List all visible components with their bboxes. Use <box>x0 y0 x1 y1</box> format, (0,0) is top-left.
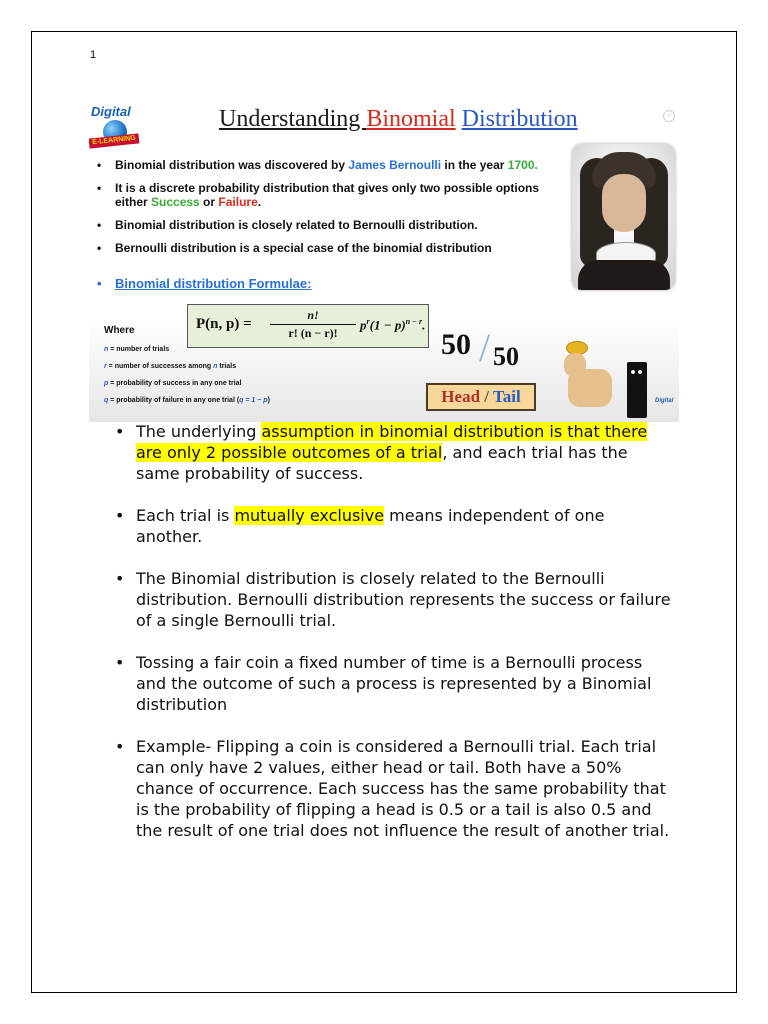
slide-title <box>219 106 578 133</box>
formula-heading-bullet: • <box>97 276 102 291</box>
page-number: 1 <box>90 49 97 61</box>
bernoulli-portrait <box>572 144 675 290</box>
highlight-assumption: assumption in binomial distribution is that there are only 2 possible outcomes of a trial <box>136 422 648 462</box>
where-label: Where <box>104 325 135 336</box>
info-icon: i <box>663 110 675 122</box>
note-bernoulli-relation: • The Binomial distribution is closely related to the Bernoulli distribution. Bernoulli distribution represents the success or failure of a single Bernoulli trial. <box>112 568 672 631</box>
title-prefix: Understanding <box>219 106 367 132</box>
formula-numerator: n! <box>270 308 356 325</box>
tail-text: Tail <box>492 387 521 406</box>
slide-bullet: • Bernoulli distribution is a special case of the binomial distribution <box>89 241 569 255</box>
head-tail-label: Head / Tail <box>426 383 536 411</box>
highlight-mutually-exclusive: mutually exclusive <box>234 506 385 525</box>
slide-bullet-list <box>89 158 569 264</box>
formula-rhs: $p^r(1 - p)^{n - r}$. <box>360 317 426 333</box>
fifty-left: 50 <box>441 328 471 361</box>
device-icon <box>627 362 647 418</box>
digital-elearning-logo <box>89 104 149 154</box>
definition-q: q = probability of failure in any one trial (q = 1 − p) <box>104 397 270 404</box>
fifty-right: 50 <box>493 342 519 371</box>
note-assumption: • The underlying assumption in binomial distribution is that there are only 2 possible outcomes of a trial, and each trial has the same probability of success. <box>112 421 672 484</box>
definition-r: r = number of successes among n trials <box>104 363 237 370</box>
variable-definitions <box>104 346 270 414</box>
slide-bullet: • It is a discrete probability distribution that gives only two possible options either Success or Failure. <box>89 181 569 209</box>
formula-heading: Binomial distribution Formulae: <box>115 276 312 291</box>
note-mutually-exclusive: • Each trial is mutually exclusive means independent of one another. <box>112 505 672 547</box>
slide-image <box>89 96 679 422</box>
formula-fraction <box>270 308 356 341</box>
coin-toss-hand-icon <box>564 351 619 409</box>
title-binomial: Binomial <box>366 106 456 132</box>
formula-denominator: r! (n − r)! <box>288 326 338 340</box>
head-text: Head <box>441 387 481 406</box>
definition-p: p = probability of success in any one trial <box>104 380 242 387</box>
slide-bullet: • Binomial distribution is closely related to Bernoulli distribution. <box>89 218 569 232</box>
fifty-slash: / <box>479 325 491 370</box>
mini-logo: Digital <box>655 398 674 404</box>
notes-bullet-list <box>112 421 672 862</box>
logo-banner: E-LEARNING <box>89 133 139 148</box>
slide-bullet: • Binomial distribution was discovered by James Bernoulli in the year 1700. <box>89 158 569 172</box>
binomial-formula <box>187 304 429 348</box>
definition-n: n = number of trials <box>104 346 170 353</box>
logo-text: Digital <box>91 104 131 119</box>
title-distribution: Distribution <box>461 106 578 132</box>
note-coin-toss: • Tossing a fair coin a fixed number of time is a Bernoulli process and the outcome of such a process is represented by a Binomial distribution <box>112 652 672 715</box>
note-example: • Example- Flipping a coin is considered a Bernoulli trial. Each trial can only have 2 values, either head or tail. Both have a 50% chance of occurrence. Each success has the same probability that is the probability of flipping a head is 0.5 or a tail is also 0.5 and the result of one trial does not influence the result of another trial. <box>112 736 672 841</box>
formula-lhs: P(n, p) = <box>196 316 252 332</box>
